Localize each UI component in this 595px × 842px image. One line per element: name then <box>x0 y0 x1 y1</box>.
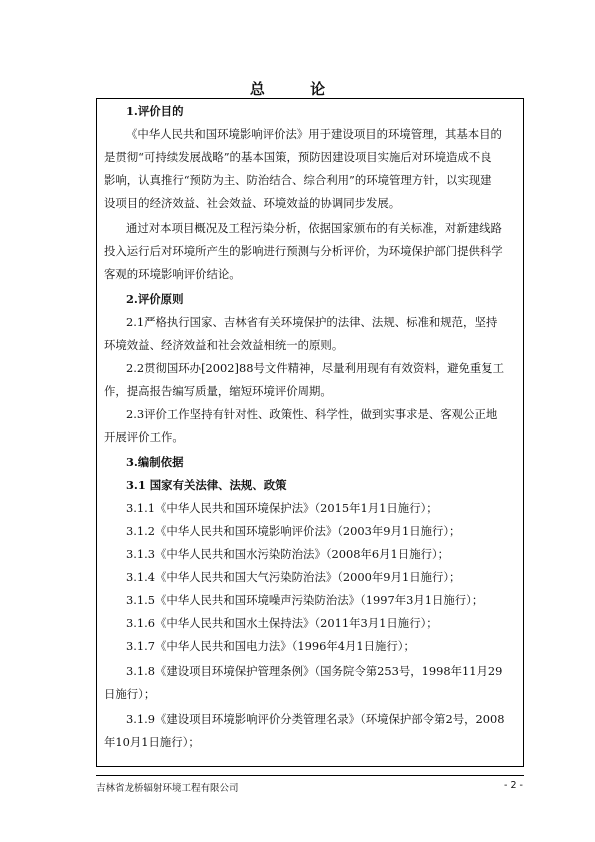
list-item-continuation: 日施行）； <box>104 687 156 701</box>
list-item: 3.1.6《中华人民共和国水土保持法》（2011年3月1日施行）； <box>126 616 438 630</box>
list-item: 3.1.8《建设项目环境保护管理条例》（国务院令第253号，1998年11月29 <box>126 664 503 678</box>
body-line: 2.2贯彻国环办[2002]88号文件精神，尽量利用现有有效资料，避免重复工 <box>126 361 505 375</box>
body-line: 通过对本项目概况及工程污染分析，依据国家颁布的有关标准，对新建线路 <box>126 221 502 235</box>
list-item: 3.1.2《中华人民共和国环境影响评价法》（2003年9月1日施行）； <box>126 524 461 538</box>
body-line: 是贯彻“可持续发展战略”的基本国策，预防因建设项目实施后对环境造成不良 <box>104 150 492 164</box>
body-line: 环境效益、经济效益和社会效益相统一的原则。 <box>104 338 344 352</box>
body-line: 作，提高报告编写质量，缩短环境评价周期。 <box>104 384 332 398</box>
body-line: 客观的环境影响评价结论。 <box>104 267 241 281</box>
list-item: 3.1.3《中华人民共和国水污染防治法》（2008年6月1日施行）； <box>126 547 450 561</box>
section-heading: 2.评价原则 <box>126 292 184 306</box>
subsection-heading: 3.1 国家有关法律、法规、政策 <box>126 478 287 492</box>
list-item: 3.1.4《中华人民共和国大气污染防治法》（2000年9月1日施行）； <box>126 570 461 584</box>
body-line: 开展评价工作。 <box>104 430 184 444</box>
footer-company: 吉林省龙桥辐射环境工程有限公司 <box>96 783 239 794</box>
body-line: 2.3评价工作坚持有针对性、政策性、科学性，做到实事求是、客观公正地 <box>126 407 498 421</box>
footer-divider <box>96 775 524 776</box>
page-title: 总 论 <box>249 80 346 98</box>
body-line: 设项目的经济效益、社会效益、环境效益的协调同步发展。 <box>104 196 401 210</box>
body-line: 2.1严格执行国家、吉林省有关环境保护的法律、法规、标准和规范，坚持 <box>126 315 498 329</box>
list-item: 3.1.1《中华人民共和国环境保护法》（2015年1月1日施行）； <box>126 501 438 515</box>
body-line: 《中华人民共和国环境影响评价法》用于建设项目的环境管理，其基本目的 <box>126 127 502 141</box>
page-number: - 2 - <box>504 780 523 791</box>
list-item: 3.1.7《中华人民共和国电力法》（1996年4月1日施行）； <box>126 639 415 653</box>
section-heading: 1.评价目的 <box>126 104 184 118</box>
body-line: 投入运行后对环境所产生的影响进行预测与分析评价，为环境保护部门提供科学 <box>104 244 503 258</box>
list-item: 3.1.9《建设项目环境影响评价分类管理名录》（环境保护部令第2号，2008 <box>126 712 505 726</box>
section-heading: 3.编制依据 <box>126 455 184 469</box>
body-line: 影响，认真推行“预防为主、防治结合、综合利用”的环境管理方针，以实现建 <box>104 173 492 187</box>
list-item: 3.1.5《中华人民共和国环境噪声污染防治法》（1997年3月1日施行）； <box>126 593 484 607</box>
list-item-continuation: 年10月1日施行）； <box>104 735 200 749</box>
